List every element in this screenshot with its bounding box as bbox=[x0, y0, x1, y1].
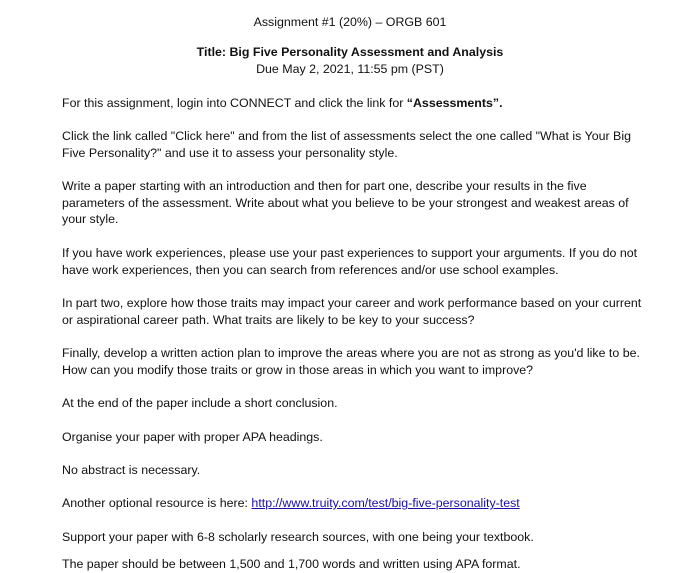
login-text: For this assignment, login into CONNECT and click the link for bbox=[62, 96, 407, 110]
paragraph-part-two: In part two, explore how those traits may impact your career and work performance based on your current or aspirational career path. What traits are likely to be key to your success? bbox=[62, 296, 642, 327]
paragraph-apa-headings: Organise your paper with proper APA headings. bbox=[62, 430, 323, 444]
truity-test-link[interactable]: http://www.truity.com/test/big-five-personality-test bbox=[251, 496, 520, 510]
paragraph-no-abstract: No abstract is necessary. bbox=[62, 463, 201, 477]
paragraph-select-assessment: Click the link called "Click here" and from the list of assessments select the one called "What is Your Big Five Personality?" and use it to assess your personality style. bbox=[62, 129, 631, 160]
paragraph-action-plan: Finally, develop a written action plan to improve the areas where you are not as strong as you'd like to be. How can you modify those traits or grow in those areas in which you want to improve? bbox=[62, 346, 640, 377]
paragraph-research-sources: Support your paper with 6-8 scholarly research sources, with one being your textbook. bbox=[62, 530, 534, 544]
assignment-header: Assignment #1 (20%) – ORGB 601 bbox=[253, 15, 447, 29]
document-title: Title: Big Five Personality Assessment and Analysis bbox=[196, 45, 504, 59]
resource-text: Another optional resource is here: bbox=[62, 496, 252, 510]
due-date: Due May 2, 2021, 11:55 pm (PST) bbox=[256, 62, 444, 76]
paragraph-part-one: Write a paper starting with an introduction and then for part one, describe your results in the five parameters of the assessment. Write about what you believe to be your strongest and weakest areas of your style. bbox=[62, 179, 629, 226]
paragraph-work-experience: If you have work experiences, please use your past experiences to support your arguments. If you do not have work experiences, then you can search from references and/or use school examples. bbox=[62, 246, 638, 277]
paragraph-login-instructions bbox=[62, 95, 642, 112]
paragraph-optional-resource bbox=[62, 495, 642, 512]
paragraph-word-count: The paper should be between 1,500 and 1,700 words and written using APA format. bbox=[62, 557, 521, 571]
paragraph-conclusion: At the end of the paper include a short conclusion. bbox=[62, 396, 338, 410]
assessments-label: “Assessments”. bbox=[406, 96, 503, 110]
